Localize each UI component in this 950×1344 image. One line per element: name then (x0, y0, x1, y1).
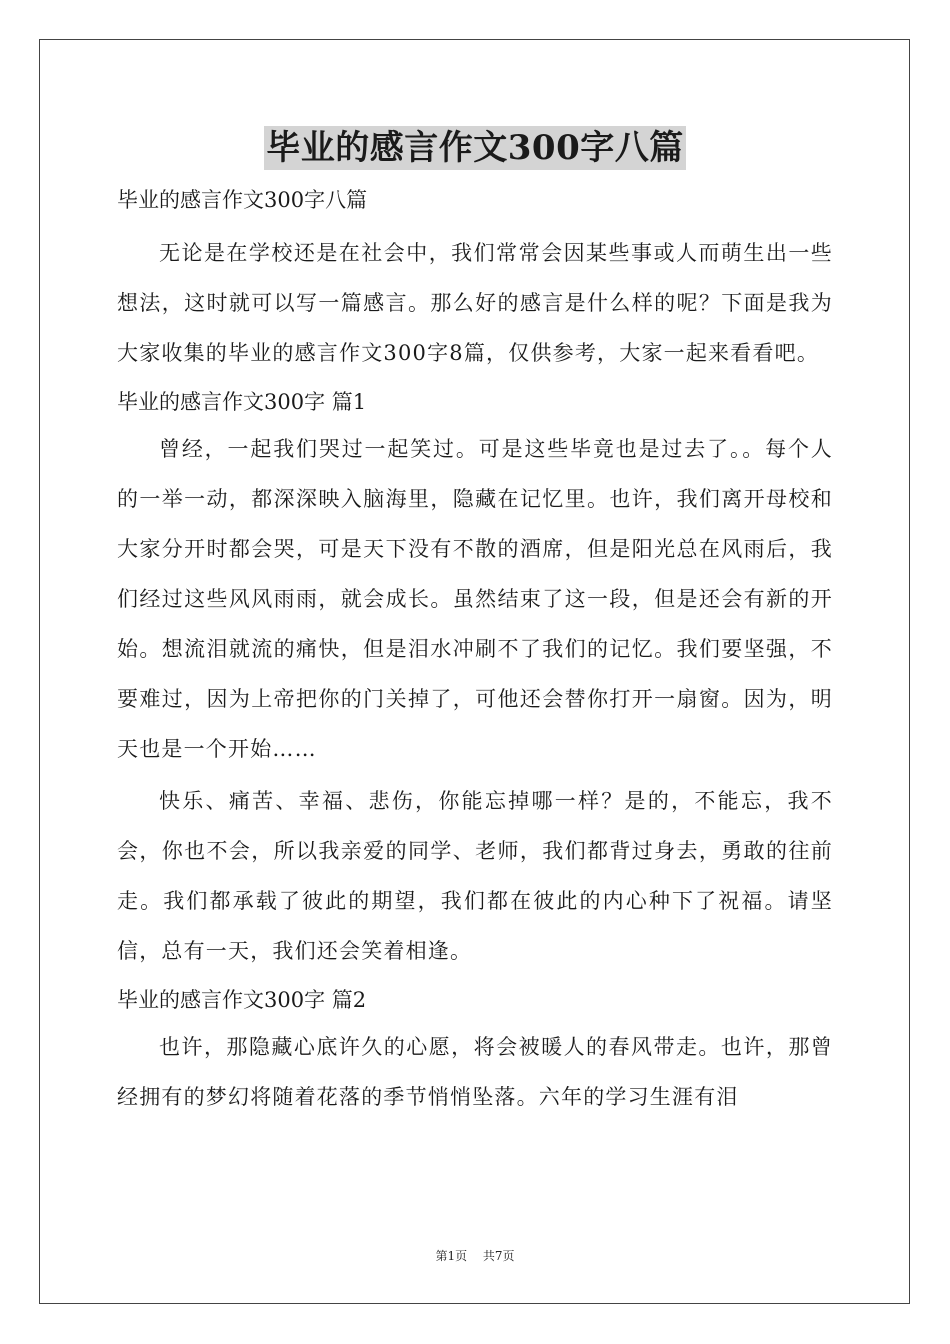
title-container (0, 126, 950, 170)
section-heading-1: 毕业的感言作文300字 篇1 (117, 390, 367, 414)
section-heading-2: 毕业的感言作文300字 篇2 (117, 988, 367, 1012)
page-number: 第1页 (435, 1249, 468, 1263)
intro-paragraph: 无论是在学校还是在社会中，我们常常会因某些事或人而萌生出一些想法，这时就可以写一篇感言。那么好的感言是什么样的呢？下面是我为大家收集的毕业的感言作文300字8篇，仅供参考，大家一起来看看吧。 (117, 241, 833, 365)
document-title: 毕业的感言作文300字八篇 (266, 128, 684, 168)
page-footer (0, 1247, 950, 1264)
section-2-paragraph-1: 也许，那隐藏心底许久的心愿，将会被暖人的春风带走。也许，那曾经拥有的梦幻将随着花落的季节悄悄坠落。六年的学习生涯有泪 (117, 1035, 833, 1109)
document-subtitle: 毕业的感言作文300字八篇 (117, 188, 368, 212)
section-1-paragraph-2: 快乐、痛苦、幸福、悲伤，你能忘掉哪一样？是的，不能忘，我不会，你也不会，所以我亲爱的同学、老师，我们都背过身去，勇敢的往前走。我们都承载了彼此的期望，我们都在彼此的内心种下了祝福。请坚信，总有一天，我们还会笑着相逢。 (117, 789, 833, 963)
page-total: 共7页 (482, 1249, 515, 1263)
section-1-paragraph-1: 曾经，一起我们哭过一起笑过。可是这些毕竟也是过去了。。每个人的一举一动，都深深映入脑海里，隐藏在记忆里。也许，我们离开母校和大家分开时都会哭，可是天下没有不散的酒席，但是阳光总在风雨后，我们经过这些风风雨雨，就会成长。虽然结束了这一段，但是还会有新的开始。想流泪就流的痛快，但是泪水冲刷不了我们的记忆。我们要坚强，不要难过，因为上帝把你的门关掉了，可他还会替你打开一扇窗。因为，明天也是一个开始…… (117, 437, 833, 761)
document-body (117, 178, 833, 1122)
